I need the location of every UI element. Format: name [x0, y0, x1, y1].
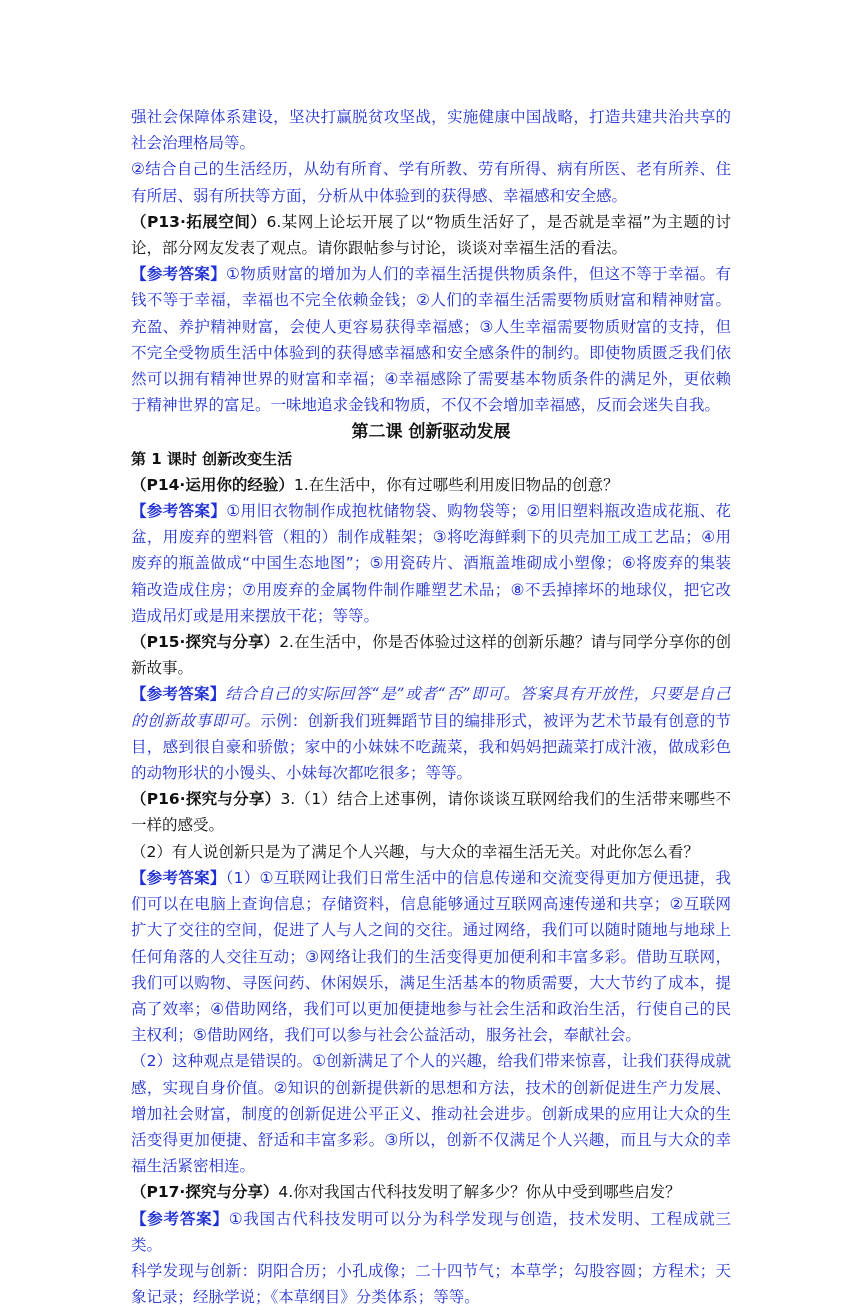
answer-6-label: 【参考答案】 — [131, 265, 227, 284]
answer-4-text-1: ①我国古代科技发明可以分为科学发现与创造，技术发明、工程成就三类。 — [131, 1209, 731, 1254]
answer-6 — [131, 261, 731, 418]
question-3-text-1: 3.（1）结合上述事例，请你谈谈互联网给我们的生活带来哪些不一样的感受。 — [131, 790, 731, 835]
question-3-part-2: （2）有人说创新只是为了满足个人兴趣，与大众的幸福生活无关。对此你怎么看？ — [131, 842, 699, 861]
answer-2-label: 【参考答案】 — [131, 685, 226, 704]
answer-1-label: 【参考答案】 — [131, 502, 227, 521]
question-2 — [131, 629, 731, 681]
answer-3-label: 【参考答案】 — [131, 868, 226, 887]
question-4-tag: （P17·探究与分享） — [131, 1183, 279, 1202]
answer-6-text: ①物质财富的增加为人们的幸福生活提供物质条件，但这不等于幸福。有钱不等于幸福，幸福也不完全依赖金钱；②人们的幸福生活需要物质财富和精神财富。充盈、养护精神财富，会使人更容易获得幸福感；③人生幸福需要物质财富的支持，但不完全受物质生活中体验到的获得感幸福感和安全感条件的制约。即使物质匮乏我们依然可以拥有精神世界的财富和幸福；④幸福感除了需要基本物质条件的满足外，更依赖于精神世界的富足。一味地追求金钱和物质，不仅不会增加幸福感，反而会迷失自我。 — [131, 265, 731, 415]
answer-3-part-2: （2）这种观点是错误的。①创新满足了个人的兴趣，给我们带来惊喜，让我们获得成就感，实现自身价值。②知识的创新提供新的思想和方法，技术的创新促进生产力发展、增加社会财富，制度的创新促进公平正义、推动社会进步。创新成果的应用让大众的生活变得更加便捷、舒适和丰富多彩。③所以，创新不仅满足个人兴趣，而且与大众的幸福生活紧密相连。 — [131, 1052, 731, 1176]
answer-1-text: ①用旧衣物制作成抱枕储物袋、购物袋等；②用旧塑料瓶改造成花瓶、花盆，用废弃的塑料管（粗的）制作成鞋架；③将吃海鲜剩下的贝壳加工成工艺品；④用废弃的瓶盖做成“中国生态地图”；⑤用瓷砖片、酒瓶盖堆砌成小塑像；⑥将废弃的集装箱改造成住房；⑦用废弃的金属物件制作雕塑艺术品；⑧不丢掉摔坏的地球仪，把它改造成吊灯或是用来摆放干花；等等。 — [131, 502, 731, 625]
question-2-tag: （P15·探究与分享） — [131, 633, 280, 652]
answer-4 — [131, 1206, 731, 1258]
question-1-text: 1.在生活中，你有过哪些利用废旧物品的创意？ — [293, 475, 619, 494]
answer-2-example-text: 示例：创新我们班舞蹈节目的编排形式，被评为艺术节最有创意的节目，感到很自豪和骄傲；家中的小妹妹不吃蔬菜，我和妈妈把蔬菜打成汁液，做成彩色的动物形状的小馒头、小妹每次都吃很多；等等。 — [131, 711, 731, 783]
question-3 — [131, 786, 731, 838]
document-content — [131, 104, 731, 1310]
question-2-text: 2.在生活中，你是否体验过这样的创新乐趣？请与同学分享你的创新故事。 — [131, 633, 731, 678]
question-4 — [131, 1179, 731, 1205]
answer-2 — [131, 681, 731, 786]
answer-3-text-1: （1）①互联网让我们日常生活中的信息传递和交流变得更加方便迅捷，我们可以在电脑上查询信息；存储资料，信息能够通过互联网高速传递和共享；②互联网扩大了交往的空间，促进了人与人之间的交往。通过网络，我们可以随时随地与地球上任何角落的人交往互动；③网络让我们的生活变得更加便利和丰富多彩。借助互联网，我们可以购物、寻医问药、休闲娱乐，满足生活基本的物质需要，大大节约了成本，提高了效率；④借助网络，我们可以更加便捷地参与社会生活和政治生活，行使自己的民主权利；⑤借助网络，我们可以参与社会公益活动，服务社会，奉献社会。 — [131, 868, 731, 1045]
paragraph-continued: 强社会保障体系建设，坚决打赢脱贫攻坚战，实施健康中国战略，打造共建共治共享的社会治理格局等。 — [131, 108, 731, 153]
question-3-tag: （P16·探究与分享） — [131, 790, 281, 809]
question-1-tag: （P14·运用你的经验） — [131, 475, 294, 494]
answer-3-part-1 — [131, 865, 731, 1048]
paragraph-life-experience: ②结合自己的生活经历，从幼有所育、学有所教、劳有所得、病有所医、老有所养、住有所居、弱有所扶等方面，分析从中体验到的获得感、幸福感和安全感。 — [131, 160, 731, 205]
question-6-text: 6.某网上论坛开展了以“物质生活好了，是否就是幸福”为主题的讨论，部分网友发表了观点。请你跟帖参与讨论，谈谈对幸福生活的看法。 — [131, 212, 731, 258]
question-6 — [131, 209, 731, 261]
answer-1 — [131, 498, 731, 629]
answer-2-open-text: 结合自己的实际回答“是”或者“否”即可。答案具有开放性，只要是自己的创新故事即可。 — [131, 685, 731, 730]
question-4-text: 4.你对我国古代科技发明了解多少？你从中受到哪些启发？ — [278, 1183, 681, 1202]
chapter-title: 第二课 创新驱动发展 — [351, 422, 511, 443]
answer-4-science: 科学发现与创新：阴阳合历；小孔成像；二十四节气；本草学；勾股容圆；方程术；天象记录；经脉学说；《本草纲目》分类体系；等等。 — [131, 1261, 731, 1307]
lesson-title: 第 1 课时 创新改变生活 — [131, 449, 293, 468]
answer-4-label: 【参考答案】 — [131, 1209, 229, 1228]
question-1 — [131, 472, 731, 498]
question-6-tag: （P13·拓展空间） — [131, 212, 267, 231]
